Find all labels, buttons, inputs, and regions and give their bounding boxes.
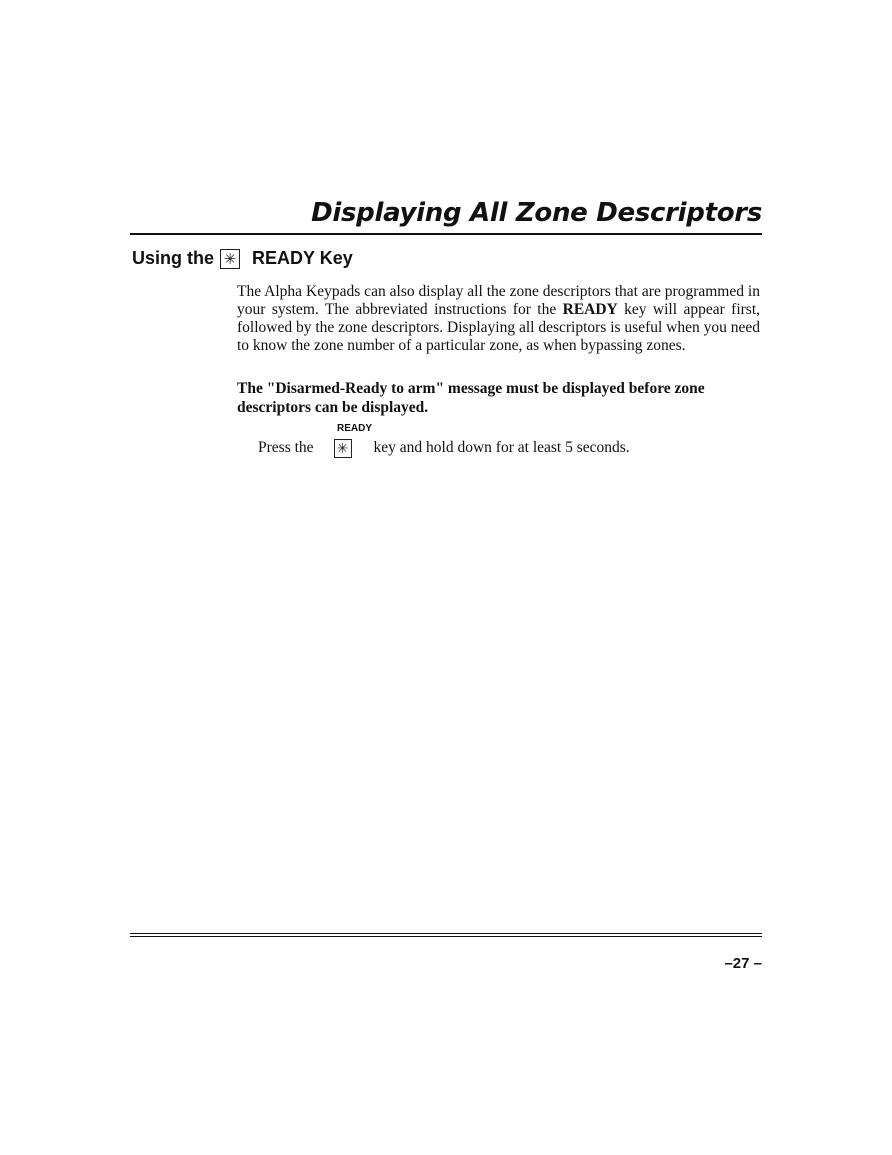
title-divider [130, 233, 762, 235]
footer-divider [130, 933, 762, 937]
page-title: Displaying All Zone Descriptors [311, 198, 762, 228]
intro-paragraph [237, 283, 760, 355]
section-heading [132, 248, 353, 269]
prerequisite-note: The "Disarmed-Ready to arm" message must be displayed before zone descriptors can be displayed. [237, 380, 705, 416]
star-key-icon: ✳ [220, 249, 240, 269]
page-number: –27 – [724, 955, 762, 972]
intro-text-part1: The Alpha Keypads can also display all the zone descriptors that are programmed in your system. The abbreviated instructions for the [237, 283, 760, 318]
ready-key-label: READY [337, 423, 373, 434]
star-key-icon: ✳ [334, 439, 352, 458]
instruction-line [258, 438, 630, 458]
section-heading-suffix: READY Key [252, 248, 353, 268]
intro-text-bold: READY [562, 301, 618, 318]
instruction-prefix: Press the [258, 439, 314, 456]
section-heading-prefix: Using the [132, 248, 215, 268]
instruction-suffix: key and hold down for at least 5 seconds. [373, 439, 630, 456]
intro-text-part2: key will appear first, followed by the zone descriptors. Displaying all descriptors is useful when you need to know the zone number of a particular zone, as when bypassing zones. [237, 301, 761, 354]
